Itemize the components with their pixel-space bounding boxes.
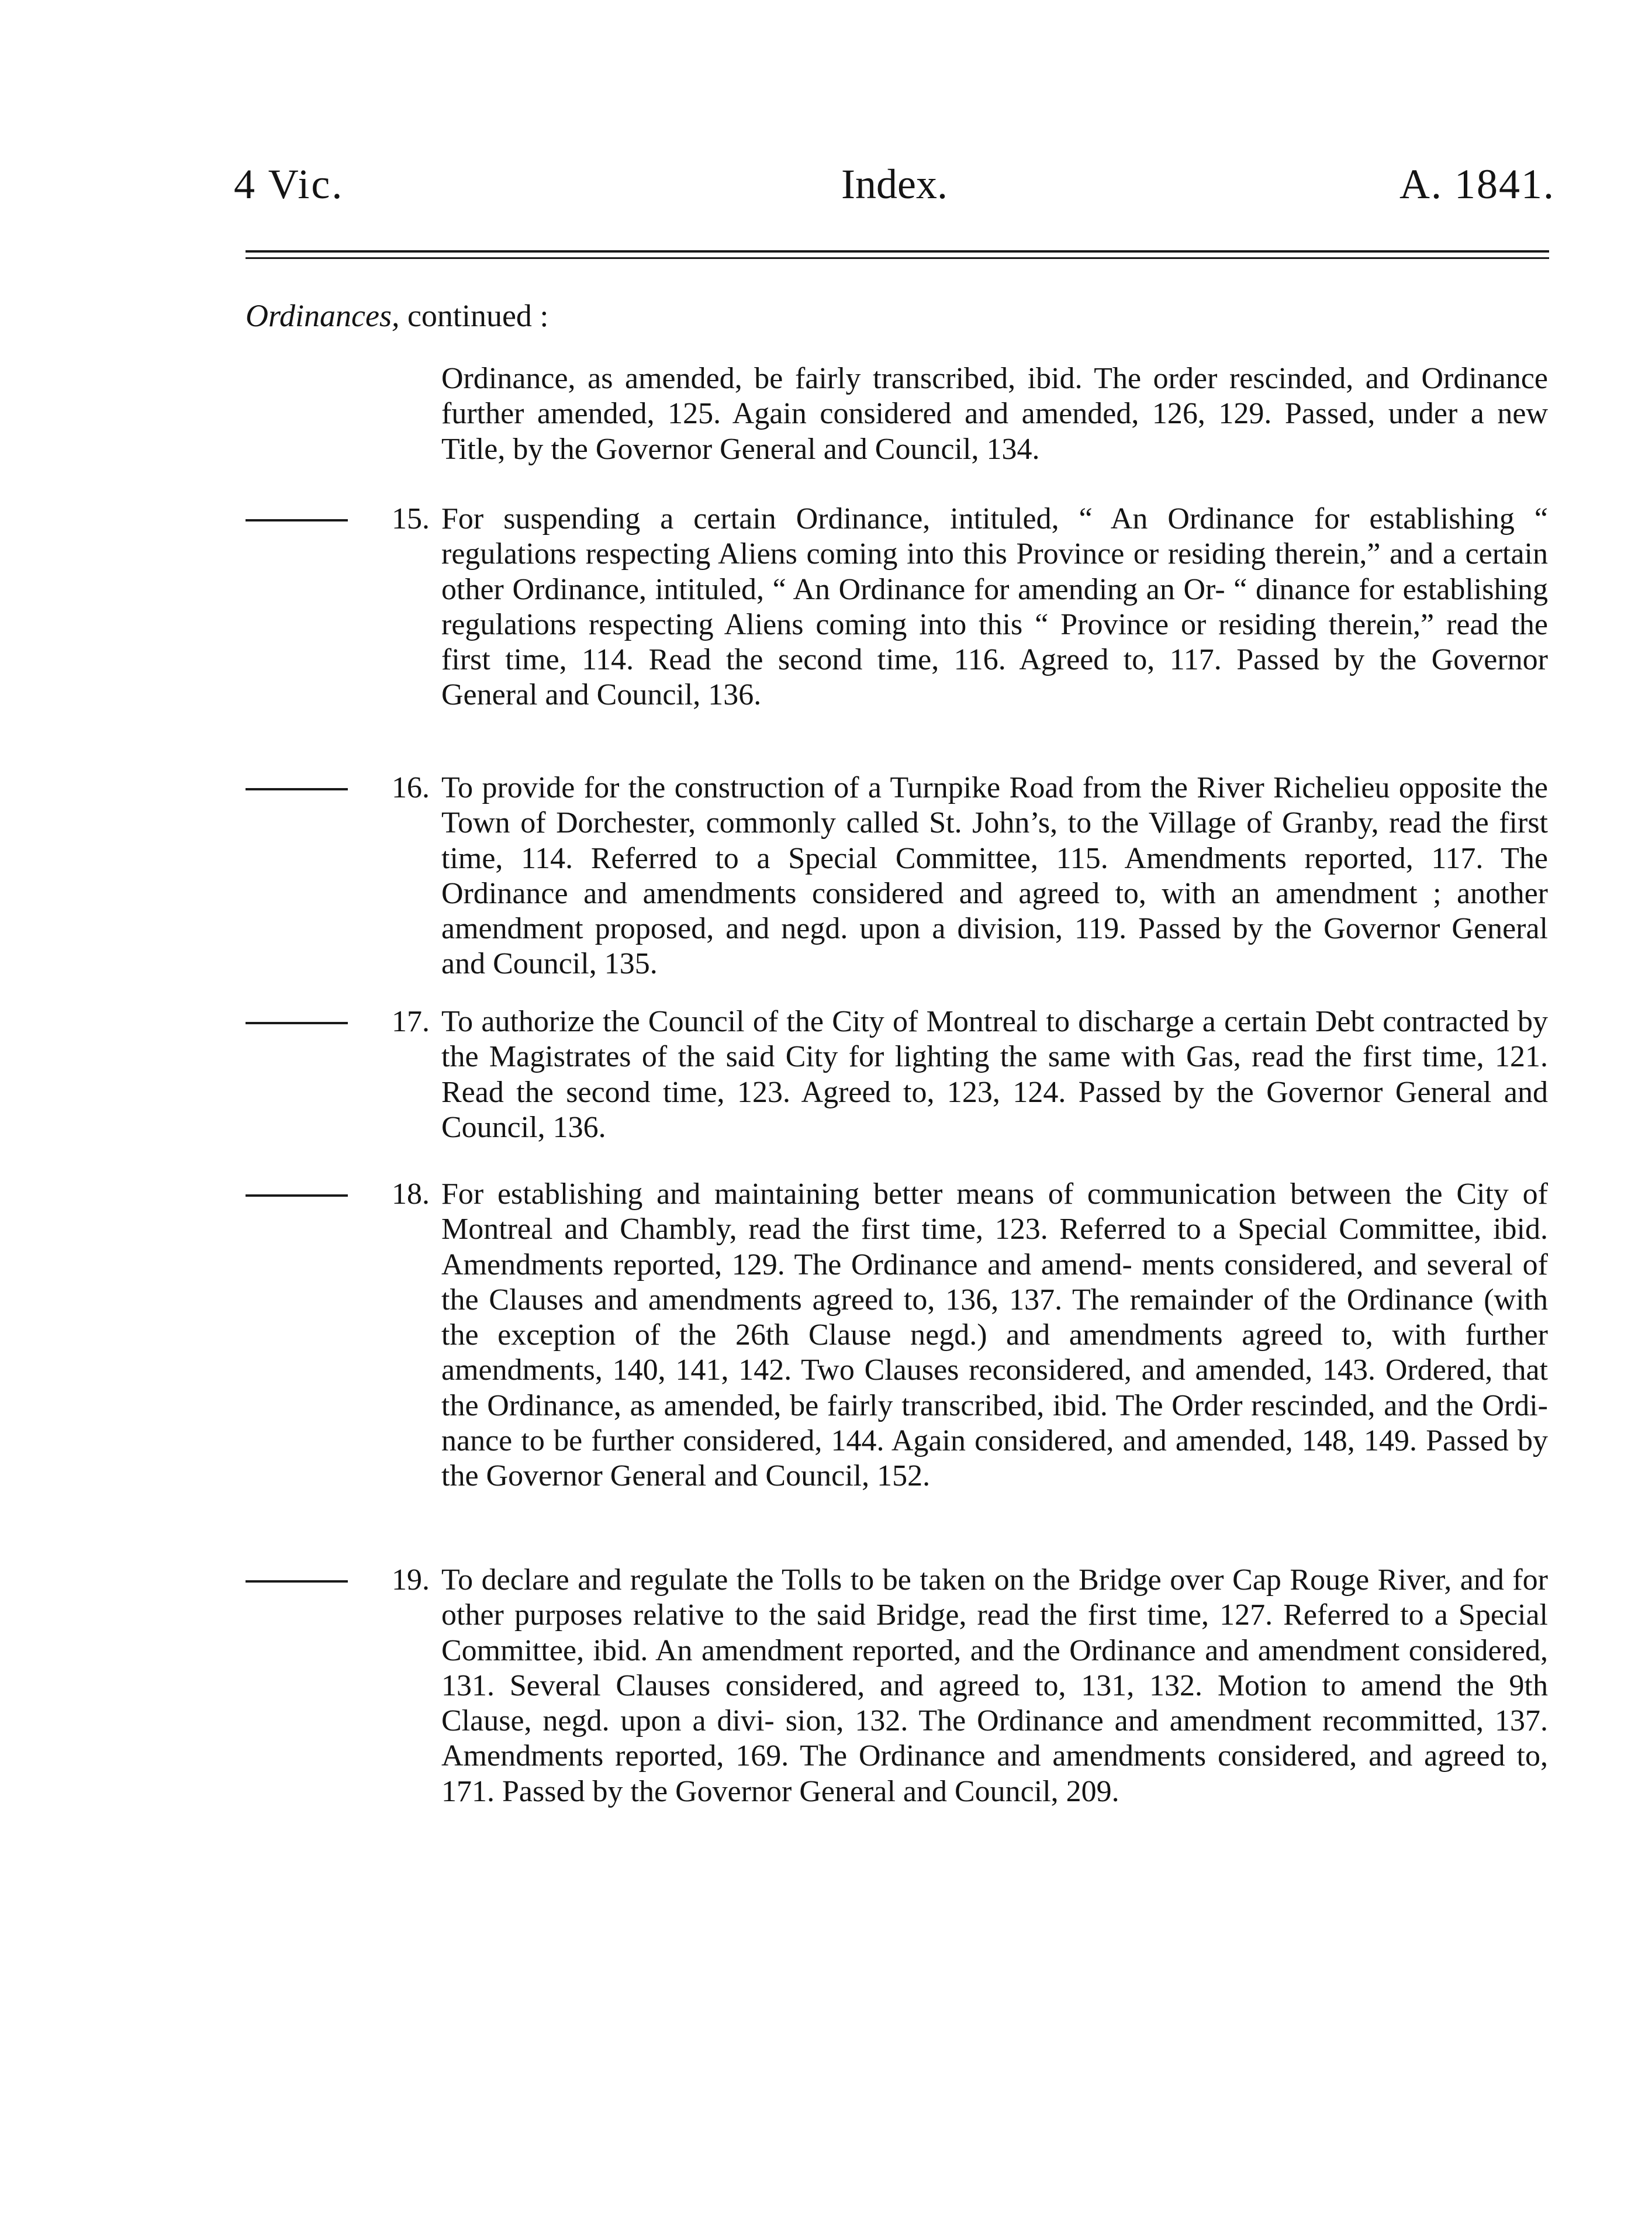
entry-dash xyxy=(246,1580,348,1583)
section-heading xyxy=(246,295,548,336)
entry-number: 15. xyxy=(392,502,430,536)
entry-text: To authorize the Council of the City of Montreal to discharge a certain Debt contracted by the Magistrates of the said City for lighting the same with Gas, read the first time, 121. Read the second time, 123. Agreed to, 123, 124. Passed by the Governor General and Council, 136. xyxy=(441,1005,1548,1144)
entry-number: 18. xyxy=(392,1177,430,1211)
entry-number: 19. xyxy=(392,1563,430,1597)
header-title: Index. xyxy=(841,161,948,208)
continuation-paragraph: Ordinance, as amended, be fairly transcribed, ibid. The order rescinded, and Ordinance further amended, 125. Again considered and amended, 126, 129. Passed, under a new Title, by the Governor General and Council, 134. xyxy=(441,362,1548,466)
entry-text: To provide for the construction of a Turnpike Road from the River Richelieu opposite the Town of Dorchester, commonly called St. John’s, to the Village of Granby, read the first time, 114. Referred to a Special Committee, 115. Amendments reported, 117. The Ordinance and amendments considered and agreed to, with an amendment ; another amendment proposed, and negd. upon a division, 119. Passed by the Governor General and Council, 135. xyxy=(441,771,1548,981)
entry-number: 17. xyxy=(392,1005,430,1038)
entry-dash xyxy=(246,788,348,790)
entry-text: For suspending a certain Ordinance, intituled, “ An Ordinance for establishing “ regulations respecting Aliens coming into this Province or residing therein,” and a certain other Ordinance, intituled, “ An Ordinance for amending an Or- “ dinance for establishing regulations respecting Aliens coming into this “ Province or residing therein,” read the first time, 114. Read the second time, 116. Agreed to, 117. Passed by the Governor General and Council, 136. xyxy=(441,502,1548,712)
entry-dash xyxy=(246,1194,348,1197)
header-year: A. 1841. xyxy=(1399,161,1555,208)
entry-text: For establishing and maintaining better means of communication between the City of Montreal and Chambly, read the first time, 123. Referred to a Special Committee, ibid. Amendments reported, 129. The Ordinance and amend- ments considered, and several of the Clauses and amendments agreed to, 136, 137. The remainder of the Ordinance (with the exception of the 26th Clause negd.) and amendments agreed to, with further amendments, 140, 141, 142. Two Clauses reconsidered, and amended, 143. Ordered, that the Ordinance, as amended, be fairly transcribed, ibid. The Order rescinded, and the Ordi- nance to be further considered, 144. Again considered, and amended, 148, 149. Passed by the Governor General and Council, 152. xyxy=(441,1177,1548,1493)
entry-dash xyxy=(246,519,348,521)
entry-dash xyxy=(246,1022,348,1024)
header-regnal-year: 4 Vic. xyxy=(234,161,344,208)
header-rule-lower xyxy=(246,257,1549,259)
section-title: Ordinances, xyxy=(246,298,400,333)
running-head xyxy=(234,158,1555,210)
section-continued: continued : xyxy=(407,298,549,333)
entry-number: 16. xyxy=(392,771,430,804)
entry-text: To declare and regulate the Tolls to be taken on the Bridge over Cap Rouge River, and for other purposes relative to the said Bridge, read the first time, 127. Referred to a Special Committee, ibid. An amendment reported, and the Ordinance and amendment considered, 131. Several Clauses considered, and agreed to, 131, 132. Motion to amend the 9th Clause, negd. upon a divi- sion, 132. The Ordinance and amendment recommitted, 137. Amendments reported, 169. The Ordinance and amendments considered, and agreed to, 171. Passed by the Governor General and Council, 209. xyxy=(441,1563,1548,1808)
header-rule-upper xyxy=(246,250,1549,253)
